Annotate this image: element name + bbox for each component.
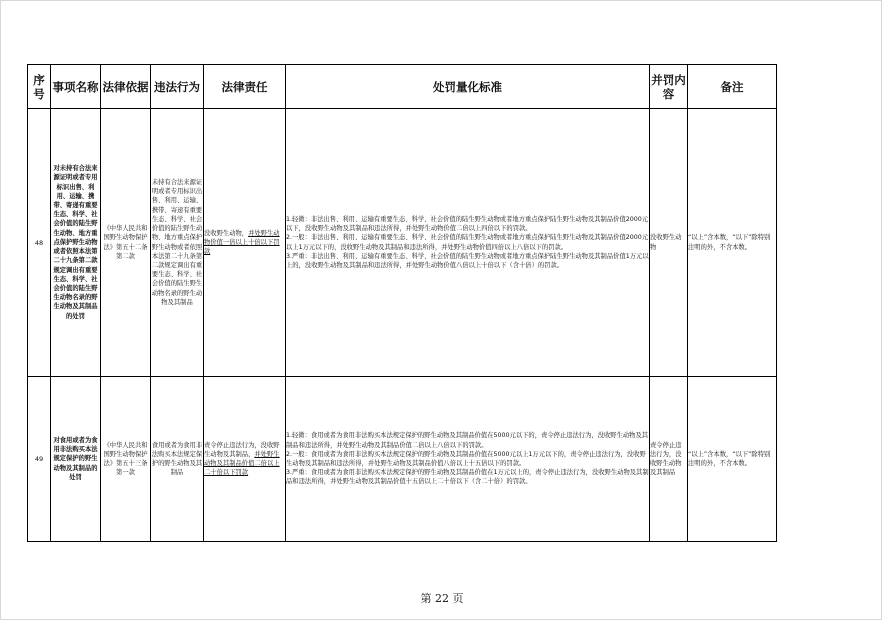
row-liability	[204, 377, 286, 542]
row-item-name: 对食用或者为食用非法购买本法规定保护的野生动物及其制品的处罚	[51, 377, 101, 542]
header-standard: 处罚量化标准	[286, 65, 650, 109]
row-violation: 食用或者为食用非法购买本法规定保护的野生动物及其制品	[151, 377, 204, 542]
liability-text: 责令停止违法行为，没收野生动物及其制品，	[204, 441, 280, 458]
row-remark: “以上”含本数，“以下”除特别注明的外，不含本数。	[688, 377, 777, 542]
row-standard	[286, 109, 650, 377]
header-violation: 违法行为	[151, 65, 204, 109]
standard-serious: 3.严重：非法出售、利用、运输有重要生态、科学、社会价值的陆生野生动物或者地方重点保护陆生野生动物及其制品价值1万元以上的，没收野生动物及其制品和违法所得，并处野生动物价值八倍以上十倍以下（含十倍）的罚款。	[286, 252, 649, 269]
row-legal-basis: 《中华人民共和国野生动物保护法》第五十二条第二款	[101, 109, 151, 377]
row-liability	[204, 109, 286, 377]
header-row	[28, 65, 777, 109]
row-legal-basis: 《中华人民共和国野生动物保护法》第五十三条第一款	[101, 377, 151, 542]
header-legal-basis: 法律依据	[101, 65, 151, 109]
row-seq: 49	[28, 377, 51, 542]
page-number: 第 22 页	[420, 592, 464, 605]
row-standard	[286, 377, 650, 542]
row-seq: 48	[28, 109, 51, 377]
liability-text: 没收野生动物，	[204, 229, 249, 237]
standard-general: 2.一般：食用或者为食用非法购买本法规定保护的野生动物及其制品价值在5000元以上1万元以下的，责令停止违法行为，没收野生动物及其制品和违法所得，并处野生动物及其制品价值八倍以上十五倍以下的罚款。	[286, 450, 646, 467]
liability-fine-text: 并处野生动物及其制品价值二倍以上二十倍以下罚款	[204, 450, 280, 477]
header-seq: 序号	[28, 65, 51, 109]
table-row	[28, 377, 777, 542]
row-violation: 未持有合法来源证明或者专用标识出售、利用、运输、携带、寄递有重要生态、科学、社会价值的陆生野生动物、地方重点保护野生动物或者依照本法第二十九条第二款规定调出有重要生态、科学、社会价值的陆生野生动物名录的野生动物及其制品	[151, 109, 204, 377]
penalty-table	[27, 64, 777, 542]
standard-serious: 3.严重：食用或者为食用非法购买本法规定保护的野生动物及其制品价值在1万元以上的，责令停止违法行为，没收野生动物及其制品和违法所得，并处野生动物及其制品价值十五倍以上二十倍以下（含二十倍）的罚款。	[286, 469, 649, 486]
row-combined: 没收野生动物	[650, 109, 688, 377]
standard-minor: 1.轻微：非法出售、利用、运输有重要生态、科学、社会价值的陆生野生动物或者地方重点保护陆生野生动物及其制品价值2000元以下，没收野生动物及其制品和违法所得，并处野生动物价值二倍以上四倍以下的罚款。	[286, 215, 649, 233]
header-item-name: 事项名称	[51, 65, 101, 109]
header-liability: 法律责任	[204, 65, 286, 109]
standard-minor: 1.轻微：食用或者为食用非法购买本法规定保护的野生动物及其制品价值在5000元以下的，责令停止违法行为，没收野生动物及其制品和违法所得，并处野生动物及其制品价值二倍以上八倍以下的罚款。	[286, 432, 649, 449]
standard-general: 2.一般：非法出售、利用、运输有重要生态、科学、社会价值的陆生野生动物或者地方重点保护陆生野生动物及其制品价值2000元以上1万元以下的，没收野生动物及其制品和违法所得，并处野生动物价值四倍以上八倍以下的罚款。	[286, 234, 649, 251]
row-remark: “以上”含本数，“以下”除特别注明的外，不含本数。	[688, 109, 777, 377]
row-item-name: 对未持有合法来源证明或者专用标识出售、利用、运输、携带、寄递有重要生态、科学、社会价值的陆生野生动物、地方重点保护野生动物或者依照本法第二十九条第二款规定调出有重要生态、科学、社会价值的陆生野生动物名录的野生动物及其制品的处罚	[51, 109, 101, 377]
header-remark: 备注	[688, 65, 777, 109]
liability-fine-text: 并处野生动物价值一倍以上十倍以下罚款	[204, 229, 280, 256]
row-combined: 责令停止违法行为，没收野生动物及其制品	[650, 377, 688, 542]
header-combined: 并罚内容	[650, 65, 688, 109]
table-row	[28, 109, 777, 377]
